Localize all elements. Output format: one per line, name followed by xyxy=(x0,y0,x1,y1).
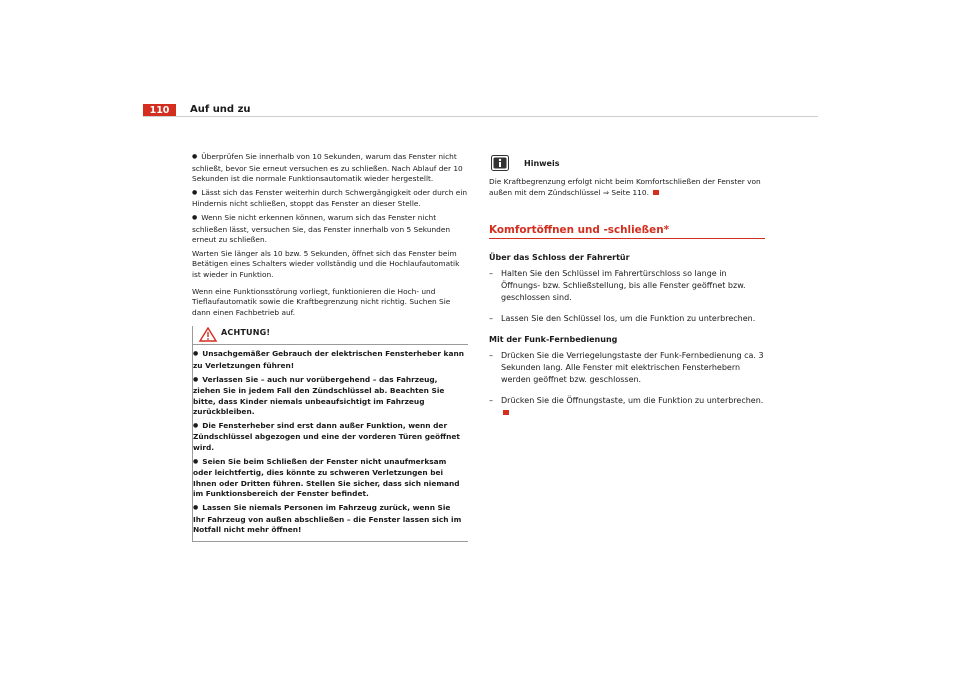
warning-header xyxy=(193,326,468,345)
left-column xyxy=(192,152,468,542)
warning-title: ACHTUNG! xyxy=(221,328,271,338)
list-item: ● Lassen Sie niemals Personen im Fahrzeug zurück, wenn Sie Ihr Fahrzeug von außen abschließen – die Fenster lassen sich im Notfall nicht mehr öffnen! xyxy=(193,503,464,536)
note-title: Hinweis xyxy=(524,159,560,168)
step-item: – Drücken Sie die Verriegelungstaste der Funk-Fernbedienung ca. 3 Sekunden lang. Alle Fenster mit elektrischen Fensterhebern werden geöffnet bzw. geschlossen. xyxy=(489,351,764,385)
paragraph: Warten Sie länger als 10 bzw. 5 Sekunden, öffnet sich das Fenster beim Betätigen eines Schalters wieder vollständig und die Hochlaufautomatik ist wieder in Funktion. xyxy=(192,248,460,279)
subheading: Über das Schloss der Fahrertür xyxy=(489,253,630,263)
end-marker-icon xyxy=(503,410,509,415)
list-item: ● Die Fensterheber sind erst dann außer Funktion, wenn der Zündschlüssel abgezogen und eine der vorderen Türen geöffnet wird. xyxy=(193,421,464,454)
list-item: ● Unsachgemäßer Gebrauch der elektrischen Fensterheber kann zu Verletzungen führen! xyxy=(193,349,464,371)
paragraph: Wenn eine Funktionsstörung vorliegt, funktionieren die Hoch- und Tieflaufautomatik sowie die Kraftbegrenzung nicht richtig. Suchen Sie dann einen Fachbetrieb auf. xyxy=(192,286,451,317)
warning-triangle-icon xyxy=(199,327,217,342)
end-marker-icon xyxy=(653,190,659,195)
chapter-title: Auf und zu xyxy=(190,104,251,115)
section-title: Komfortöffnen und -schließen* xyxy=(489,224,670,237)
note-text: Die Kraftbegrenzung erfolgt nicht beim Komfortschließen der Fenster von außen mit dem Zündschlüssel ⇒ Seite 110. xyxy=(489,177,761,197)
list-item: ● Überprüfen Sie innerhalb von 10 Sekunden, warum das Fenster nicht schließt, bevor Sie erneut versuchen es zu schließen. Nach Ablauf der 10 Sekunden ist die normale Funktionsautomatik wieder hergestellt. xyxy=(192,152,468,185)
list-item: ● Verlassen Sie – auch nur vorübergehend – das Fahrzeug, ziehen Sie in jedem Fall den Zündschlüssel ab. Beachten Sie bitte, dass Kinder niemals unbeaufsichtigt im Fahrzeug zurückbleiben. xyxy=(193,375,464,418)
step-item: – Drücken Sie die Öffnungstaste, um die Funktion zu unterbrechen. xyxy=(489,395,765,419)
subheading: Mit der Funk-Fernbedienung xyxy=(489,335,618,345)
warning-body xyxy=(193,345,468,541)
note-header xyxy=(489,155,765,173)
info-icon xyxy=(491,155,509,171)
step-item: – Lassen Sie den Schlüssel los, um die Funktion zu unterbrechen. xyxy=(489,314,756,324)
header-divider xyxy=(143,116,818,117)
list-item: ● Wenn Sie nicht erkennen können, warum sich das Fenster nicht schließen lässt, versuchen Sie, das Fenster innerhalb von 5 Sekunden erneut zu schließen. xyxy=(192,213,468,246)
list-item: ● Lässt sich das Fenster weiterhin durch Schwergängigkeit oder durch ein Hindernis nicht schließen, stoppt das Fenster an dieser Stelle. xyxy=(192,188,468,210)
right-column xyxy=(489,155,765,428)
list-item: ● Seien Sie beim Schließen der Fenster nicht unaufmerksam oder leichtfertig, dies könnte zu schweren Verletzungen bei Ihnen oder Dritten führen. Stellen Sie sicher, dass sich niemand im Funktionsbereich der Fenster befindet. xyxy=(193,457,464,500)
page-number: 110 xyxy=(143,104,176,117)
section-divider xyxy=(489,238,765,239)
warning-box xyxy=(192,326,468,542)
step-item: – Halten Sie den Schlüssel im Fahrertürschloss so lange in Öffnungs- bzw. Schließstellung, bis alle Fenster geöffnet bzw. geschlossen sind. xyxy=(489,269,746,303)
